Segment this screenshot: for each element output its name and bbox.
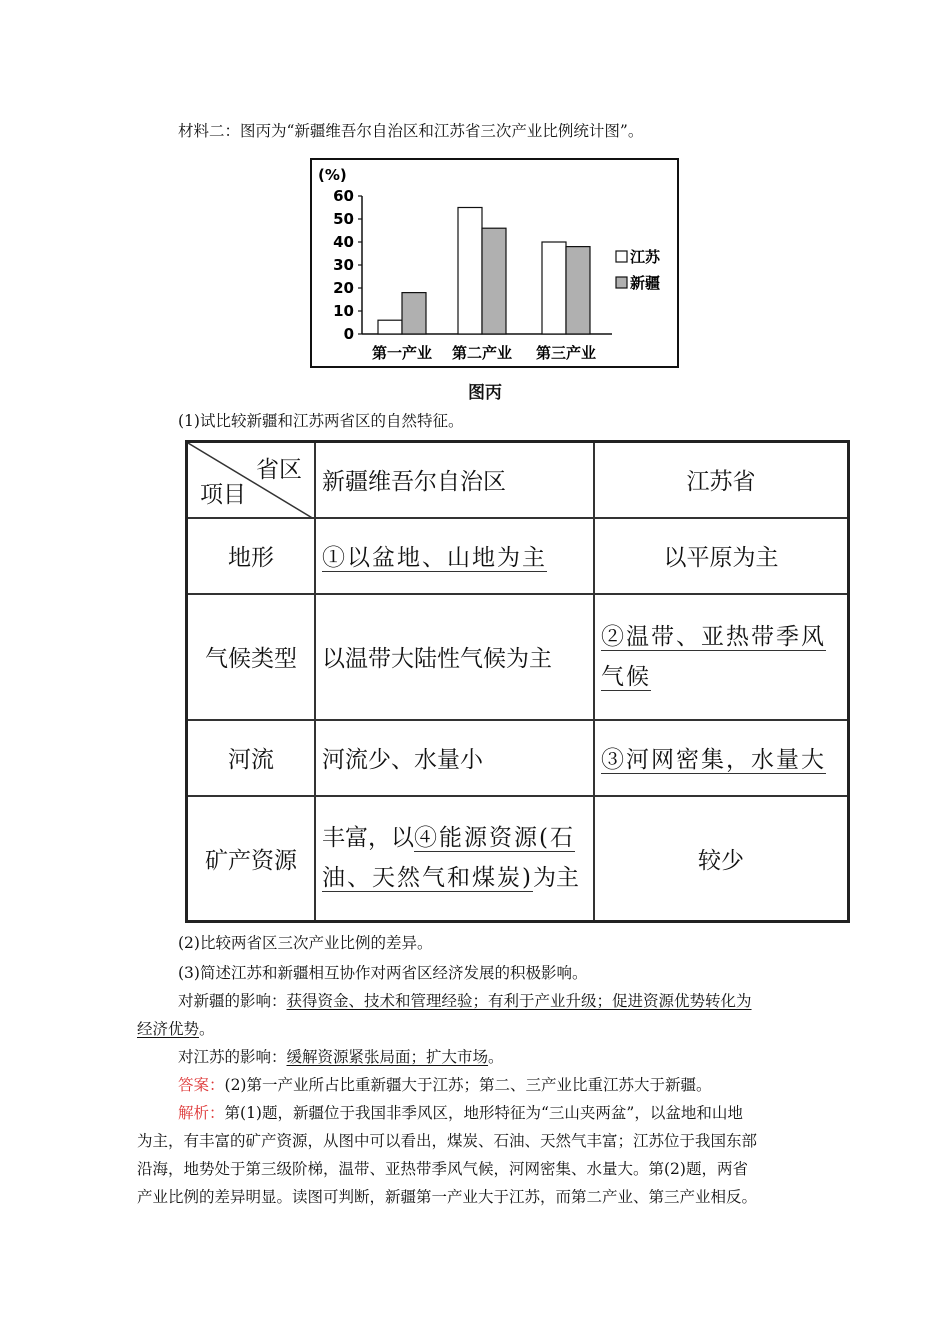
row-item: 地形 [187,518,316,594]
xj-prefix: 丰富，以 [322,825,414,852]
answer-text: (2)第一产业所占比重新疆大于江苏；第二、三产业比重江苏大于新疆。 [224,1076,712,1094]
xj-answer: ①以盆地、山地为主 [322,545,547,571]
chart-canvas [312,160,677,366]
header-xinjiang: 新疆维吾尔自治区 [315,442,594,518]
bar-xinjiang [482,228,506,334]
row-item: 气候类型 [187,594,316,720]
js-impact-line [178,1046,504,1068]
diagonal-header-cell [187,442,316,518]
xj-impact-text-2: 经济优势 [137,1020,200,1038]
question-2: (2)比较两省区三次产业比例的差异。 [178,934,433,952]
legend-label: 江苏 [630,248,661,266]
js-answer: ②温带、亚热带季风气候 [601,623,826,690]
xj-impact-line-2 [137,1018,215,1040]
header-jiangsu: 江苏省 [594,442,849,518]
y-tick-label: 10 [333,302,354,320]
xj-cell: 以温带大陆性气候为主 [315,594,594,720]
js-cell: 以平原为主 [594,518,849,594]
table-header-row [187,442,849,518]
y-tick-label: 50 [333,210,354,228]
answer-label: 答案： [178,1076,225,1094]
analysis-line-4: 产业比例的差异明显。读图可判断，新疆第一产业大于江苏，而第二产业、第三产业相反。 [137,1188,758,1206]
analysis-label: 解析： [178,1104,225,1122]
xj-answer: ④能源资源(石油、天然气和煤炭) [322,825,575,892]
xj-cell [315,518,594,594]
y-tick-label: 20 [333,279,354,297]
js-cell [594,720,849,796]
industry-bar-chart [310,158,679,368]
js-cell: 较少 [594,796,849,922]
analysis-line-1 [178,1102,743,1124]
chart-caption: 图丙 [468,383,502,403]
xj-suffix: 为主 [532,865,579,892]
xj-impact-line [178,990,752,1012]
analysis-text-1: 第(1)题，新疆位于我国非季风区，地形特征为“三山夹两盆”，以盆地和山地 [224,1104,743,1122]
answer-line [178,1074,711,1096]
js-answer: ③河网密集，水量大 [601,747,826,773]
legend-swatch [616,251,627,262]
xj-cell [315,796,594,922]
xj-cell: 河流少、水量小 [315,720,594,796]
question-3: (3)简述江苏和新疆相互协作对两省区经济发展的积极影响。 [178,964,588,982]
xj-impact-end: 。 [199,1020,215,1038]
natural-features-table [185,440,850,923]
y-tick-label: 60 [333,187,354,205]
xj-impact-label: 对新疆的影响： [178,992,287,1010]
table-row [187,796,849,922]
header-province: 省区 [256,457,302,483]
y-tick-label: 30 [333,256,354,274]
material-intro: 材料二：图丙为“新疆维吾尔自治区和江苏省三次产业比例统计图”。 [178,122,644,140]
bar-jiangsu [458,208,482,335]
table-row [187,594,849,720]
xj-impact-text: 获得资金、技术和管理经验；有利于产业升级；促进资源优势转化为 [286,992,752,1010]
legend-label: 新疆 [630,274,661,292]
bar-xinjiang [402,293,426,334]
table-row [187,720,849,796]
bar-xinjiang [566,247,590,334]
js-impact-text: 缓解资源紧张局面；扩大市场 [286,1048,489,1066]
header-item: 项目 [200,481,246,508]
y-tick-label: 40 [333,233,354,251]
y-tick-label: 0 [343,325,354,343]
js-cell [594,594,849,720]
bar-jiangsu [542,242,566,334]
x-category-label: 第二产业 [451,344,513,362]
analysis-line-2: 为主，有丰富的矿产资源，从图中可以看出，煤炭、石油、天然气丰富；江苏位于我国东部 [137,1132,758,1150]
table-row [187,518,849,594]
x-category-label: 第一产业 [371,344,433,362]
bar-jiangsu [378,320,402,334]
row-item: 河流 [187,720,316,796]
js-impact-label: 对江苏的影响： [178,1048,287,1066]
analysis-line-3: 沿海，地势处于第三级阶梯，温带、亚热带季风气候，河网密集、水量大。第(2)题，两省 [137,1160,748,1178]
x-category-label: 第三产业 [535,344,597,362]
y-axis-unit: (%) [318,166,347,184]
row-item: 矿产资源 [187,796,316,922]
question-1: (1)试比较新疆和江苏两省区的自然特征。 [178,412,464,430]
js-impact-end: 。 [488,1048,504,1066]
legend-swatch [616,277,627,288]
